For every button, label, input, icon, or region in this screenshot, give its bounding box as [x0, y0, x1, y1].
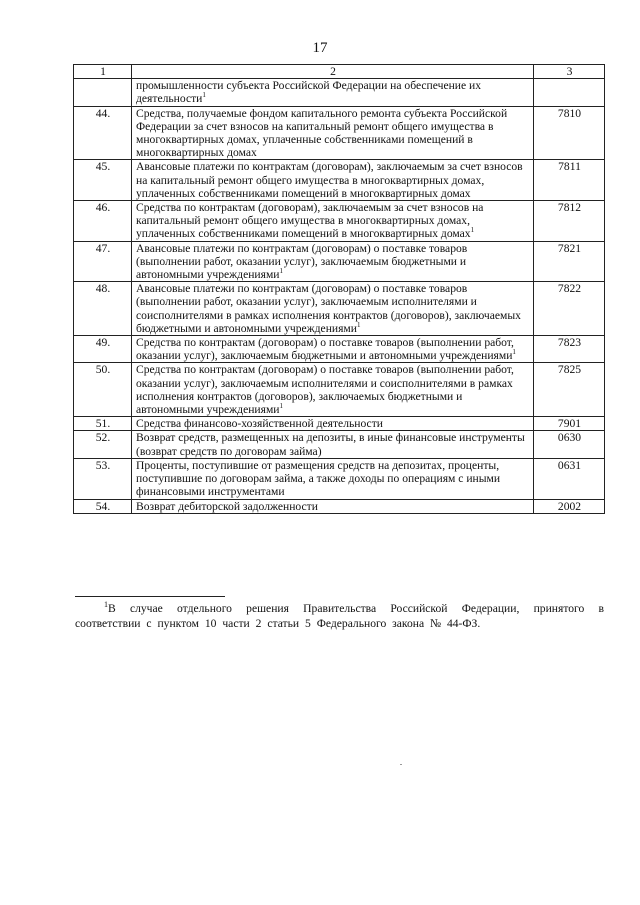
codes-table [73, 64, 605, 514]
row-number: 49. [74, 336, 132, 363]
row-number: 51. [74, 417, 132, 431]
row-code: 0631 [534, 458, 605, 499]
row-description-text: Средства финансово-хозяйственной деятельности [136, 417, 383, 431]
row-code: 7821 [534, 241, 605, 282]
row-description [132, 363, 534, 417]
row-description [132, 241, 534, 282]
row-code: 0630 [534, 431, 605, 458]
table-header-row [74, 65, 605, 79]
row-code: 7822 [534, 282, 605, 336]
table-row [74, 417, 605, 431]
row-code: 2002 [534, 499, 605, 513]
row-description [132, 499, 534, 513]
row-code: 7810 [534, 106, 605, 160]
table-row [74, 336, 605, 363]
row-number: 53. [74, 458, 132, 499]
table-body [74, 79, 605, 514]
footnote-reference: 1 [470, 226, 475, 235]
row-number: 44. [74, 106, 132, 160]
row-number: 48. [74, 282, 132, 336]
row-code: 7825 [534, 363, 605, 417]
row-number: 45. [74, 160, 132, 201]
row-description [132, 201, 534, 242]
row-description-text: Авансовые платежи по контрактам (договорам) о поставке товаров (выполнении работ, оказании услуг), заключаемым бюджетными и автономными учреждениями [136, 241, 468, 282]
table-row [74, 458, 605, 499]
table-row [74, 282, 605, 336]
table-row [74, 201, 605, 242]
table-row [74, 160, 605, 201]
footnote-reference: 1 [512, 348, 516, 357]
page-number: 17 [312, 40, 328, 56]
footnote-separator [75, 596, 225, 597]
row-code: 7811 [534, 160, 605, 201]
row-description-text: промышленности субъекта Российской Федерации на обеспечение их деятельности [136, 79, 482, 106]
row-description [132, 417, 534, 431]
footnote-marker: 1 [104, 600, 108, 610]
footnote-reference: 1 [356, 321, 361, 329]
scan-speck [400, 764, 402, 765]
row-description-text: Проценты, поступившие от размещения средств на депозитах, проценты, поступившие по договорам займа, а также доходы по операциям с иными финансовыми инструментами [136, 458, 501, 499]
row-description-text: Авансовые платежи по контрактам (договорам) о поставке товаров (выполнении работ, оказании услуг), заключаемым исполнителями и соисполнителями в рамках исполнения контрактов (договоров), заключаемых бюджетными и автономными учреждениями [136, 282, 521, 335]
row-description-text: Возврат средств, размещенных на депозиты, в иные финансовые инструменты (возврат средств по договорам займа) [136, 431, 525, 458]
table-row [74, 106, 605, 160]
row-description [132, 106, 534, 160]
row-description-text: Средства, получаемые фондом капитального ремонта субъекта Российской Федерации за счет взносов на капитальный ремонт общего имущества в многоквартирных домах, уплаченные собственниками помещений в многоквартирных домах [136, 106, 508, 160]
table-row [74, 363, 605, 417]
footnote-reference: 1 [279, 267, 284, 276]
row-description [132, 431, 534, 458]
column-header-name: 2 [132, 65, 534, 79]
row-description-text: Средства по контрактам (договорам) о поставке товаров (выполнении работ, оказании услуг), заключаемым бюджетными и автономными учреждениями [136, 336, 514, 363]
column-header-number: 1 [74, 65, 132, 79]
row-number: 47. [74, 241, 132, 282]
row-number: 54. [74, 499, 132, 513]
row-code: 7812 [534, 201, 605, 242]
table-row [74, 79, 605, 106]
row-code: 7823 [534, 336, 605, 363]
footnote-text: В случае отдельного решения Правительства Российской Федерации, принятого в соответствии с пунктом 10 части 2 статьи 5 Федерального закона № 44-ФЗ. [75, 602, 604, 630]
row-description-text: Возврат дебиторской задолженности [136, 499, 318, 513]
row-number [74, 79, 132, 106]
table-row [74, 499, 605, 513]
row-number: 46. [74, 201, 132, 242]
row-description-text: Средства по контрактам (договорам), заключаемым за счет взносов на капитальный ремонт общего имущества в многоквартирных домах, уплаченных собственниками помещений в многоквартирных домах [136, 201, 484, 241]
row-description [132, 160, 534, 201]
row-code [534, 79, 605, 106]
column-header-code: 3 [534, 65, 605, 79]
table-row [74, 431, 605, 458]
footnote-reference: 1 [202, 91, 206, 100]
row-description [132, 79, 534, 106]
row-description [132, 458, 534, 499]
footnote-reference: 1 [279, 402, 284, 411]
row-description [132, 336, 534, 363]
table-row [74, 241, 605, 282]
row-description-text: Средства по контрактам (договорам) о поставке товаров (выполнении работ, оказании услуг), заключаемым исполнителями и соисполнителями в рамках исполнения контрактов (договоров), заключаемых бюджетными и автономными учреждениями [136, 363, 514, 417]
row-number: 50. [74, 363, 132, 417]
footnote [75, 601, 604, 631]
row-description-text: Авансовые платежи по контрактам (договорам), заключаемым за счет взносов на капитальный ремонт общего имущества в многоквартирных домах, уплаченных собственниками помещений в многоквартирных домах [136, 160, 523, 200]
row-number: 52. [74, 431, 132, 458]
row-description [132, 282, 534, 336]
row-code: 7901 [534, 417, 605, 431]
